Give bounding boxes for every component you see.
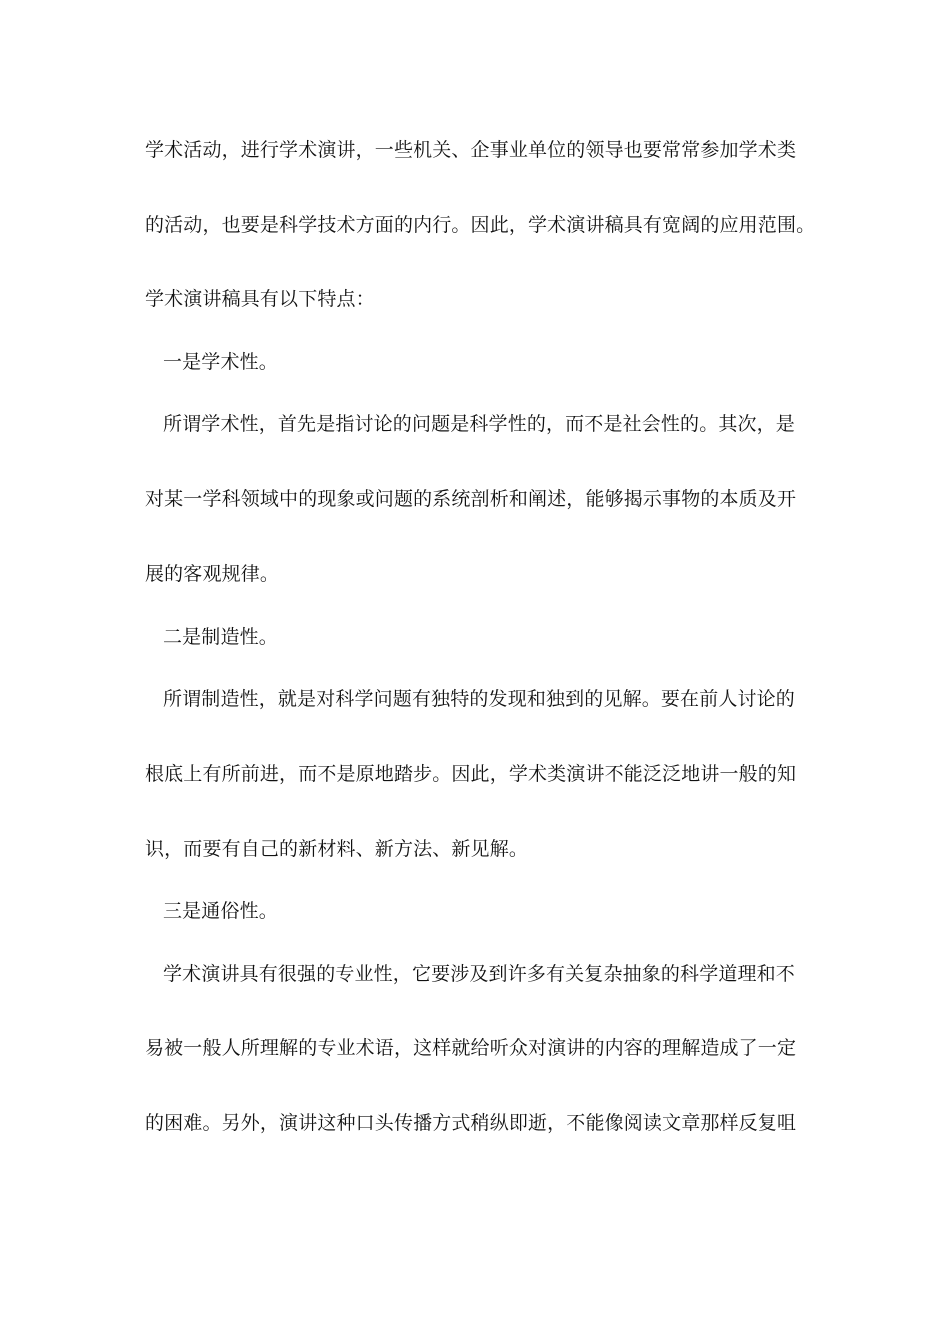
body-text-line: 学术演讲具有很强的专业性，它要涉及到许多有关复杂抽象的科学道理和不 [163, 963, 795, 985]
body-text-line: 的困难。另外，演讲这种口头传播方式稍纵即逝，不能像阅读文章那样反复咀 [145, 1112, 797, 1134]
body-text-line: 的活动，也要是科学技术方面的内行。因此，学术演讲稿具有宽阔的应用范围。 [145, 214, 816, 236]
body-text-line: 学术演讲稿具有以下特点： [145, 288, 375, 310]
body-text-line: 展的客观规律。 [145, 563, 280, 585]
body-text-line: 对某一学科领域中的现象或问题的系统剖析和阐述，能够揭示事物的本质及开 [145, 488, 797, 510]
body-text-line: 易被一般人所理解的专业术语，这样就给听众对演讲的内容的理解造成了一定 [145, 1037, 797, 1059]
body-text-line: 根底上有所前进，而不是原地踏步。因此，学术类演讲不能泛泛地讲一般的知 [145, 763, 797, 785]
section-heading: 二是制造性。 [163, 626, 278, 648]
section-heading: 三是通俗性。 [163, 900, 278, 922]
body-text-line: 所谓制造性，就是对科学问题有独特的发现和独到的见解。要在前人讨论的 [163, 688, 795, 710]
body-text-line: 识，而要有自己的新材料、新方法、新见解。 [145, 838, 529, 860]
body-text-line: 学术活动，进行学术演讲，一些机关、企事业单位的领导也要常常参加学术类 [145, 139, 797, 161]
body-text-line: 所谓学术性，首先是指讨论的问题是科学性的，而不是社会性的。其次，是 [163, 413, 795, 435]
section-heading: 一是学术性。 [163, 351, 278, 373]
